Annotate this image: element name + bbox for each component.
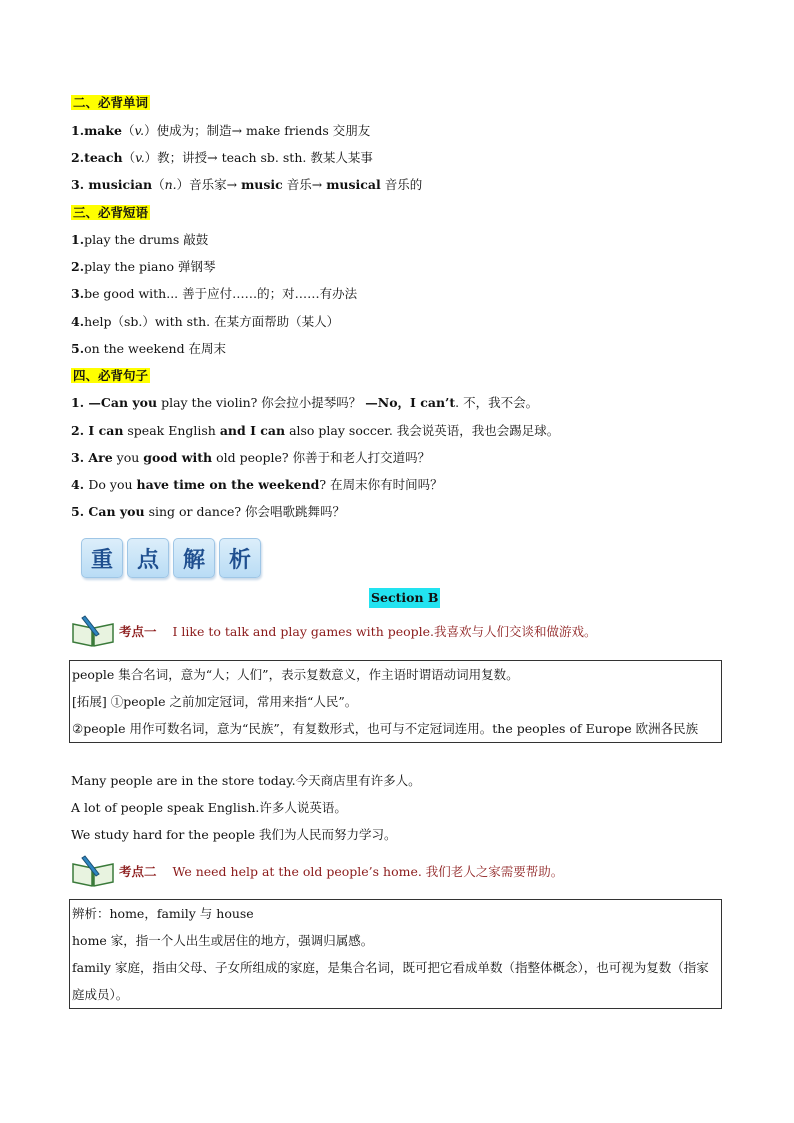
sentence-text: also play soccer. 我会说英语，我也会踢足球。 — [285, 423, 560, 438]
note-line: people 集合名词，意为“人；人们”，表示复数意义，作主语时谓语动词用复数。 — [72, 667, 519, 682]
note-line: family 家庭，指由父母、子女所组成的家庭，是集合名词，既可把它看成单数（指整体概念），也可视为复数（指家庭成员）。 — [72, 960, 709, 1002]
section-heading-sentences — [71, 366, 150, 386]
phrase-text: play the piano 弹钢琴 — [84, 259, 216, 274]
related-word: musical — [326, 177, 381, 192]
phrase-text: be good with... 善于应付……的；对……有办法 — [84, 286, 358, 301]
phrase-item-5 — [71, 339, 226, 359]
word-item-1: 1.make（v.）使成为；制造→ make friends 交朋友 — [71, 123, 371, 138]
key-phrase: Are — [88, 450, 113, 465]
phrase-text: play the drums 敲鼓 — [84, 232, 209, 247]
key-point-1-note-box — [69, 660, 722, 743]
item-number: 3. — [71, 286, 85, 301]
key-point-label: 考点一 — [119, 624, 157, 639]
example-sentence: A lot of people speak English.许多人说英语。 — [71, 800, 347, 815]
part-of-speech: v. — [134, 123, 145, 138]
banner-tile: 点 — [127, 538, 169, 578]
heading-text: 二、必背单词 — [73, 95, 149, 110]
key-phrase: have time on the weekend — [136, 477, 320, 492]
item-number: 1. — [71, 123, 85, 138]
phrase-item-4 — [71, 312, 339, 332]
sentence-text: you — [112, 450, 144, 465]
note-line: [拓展] ①people 之前加定冠词，常用来指“人民”。 — [72, 694, 358, 709]
banner-tile: 析 — [219, 538, 261, 578]
sentence-text: Do you — [88, 477, 137, 492]
item-number: 3. — [71, 450, 89, 465]
item-number: 4. — [71, 477, 89, 492]
word-meaning: ）使成为；制造→ make friends 交朋友 — [144, 123, 371, 138]
book-pen-icon — [71, 614, 115, 648]
key-points-banner — [81, 538, 261, 578]
item-number: 2. — [71, 259, 85, 274]
sentence-text: sing or dance? 你会唱歌跳舞吗？ — [144, 504, 346, 519]
word-meaning: ）音乐家→ — [176, 177, 242, 192]
item-number: 2. — [71, 423, 89, 438]
word-term: teach — [84, 150, 123, 165]
phrase-item-1 — [71, 230, 208, 250]
phrase-text: help（sb.）with sth. 在某方面帮助（某人） — [84, 314, 340, 329]
heading-text: 四、必背句子 — [73, 368, 149, 383]
key-point-sentence: I like to talk and play games with people.我喜欢与人们交谈和做游戏。 — [172, 624, 597, 639]
book-pen-icon — [71, 854, 115, 888]
part-of-speech: n. — [164, 177, 177, 192]
heading-text: 三、必背短语 — [73, 205, 149, 220]
key-point-2-note-box — [69, 899, 722, 1009]
sentence-item-3 — [71, 448, 430, 468]
example-sentence: We study hard for the people 我们为人民而努力学习。 — [71, 827, 397, 842]
item-number: 3. — [71, 177, 89, 192]
word-meaning: 音乐→ — [282, 177, 327, 192]
sentence-item-1 — [71, 393, 538, 413]
sentence-item-5 — [71, 502, 345, 522]
word-item-3: 3. musician（n.）音乐家→ music 音乐→ musical 音乐的 — [71, 177, 423, 192]
sentence-text: play the violin? 你会拉小提琴吗？ — [157, 395, 366, 410]
sentence-text: ? 在周末你有时间吗？ — [319, 477, 443, 492]
item-number: 5. — [71, 341, 85, 356]
item-number: 1. — [71, 395, 89, 410]
related-word: music — [241, 177, 283, 192]
note-line: home 家，指一个人出生或居住的地方，强调归属感。 — [72, 933, 374, 948]
key-phrase: —No，I can’t — [365, 395, 456, 410]
section-b-title: Section B — [369, 588, 440, 608]
phrase-text: on the weekend 在周末 — [84, 341, 227, 356]
key-phrase: I can — [88, 423, 124, 438]
note-line: 辨析：home，family 与 house — [72, 906, 254, 921]
key-phrase: good with — [143, 450, 213, 465]
key-point-1-header — [71, 614, 597, 648]
sentence-item-2 — [71, 421, 559, 441]
item-number: 4. — [71, 314, 85, 329]
phrase-item-3 — [71, 284, 357, 304]
word-item-2: 2.teach（v.）教；讲授→ teach sb. sth. 教某人某事 — [71, 150, 373, 165]
phrase-item-2 — [71, 257, 216, 277]
key-point-sentence: We need help at the old people’s home. 我们老人之家需要帮助。 — [172, 864, 564, 879]
sentence-item-4 — [71, 475, 443, 495]
key-point-label: 考点二 — [119, 864, 157, 879]
part-of-speech: v. — [135, 150, 145, 165]
item-number: 1. — [71, 232, 85, 247]
key-point-2-header — [71, 854, 563, 888]
sentence-text: old people? 你善于和老人打交道吗？ — [212, 450, 431, 465]
banner-tile: 重 — [81, 538, 123, 578]
banner-tile: 解 — [173, 538, 215, 578]
section-heading-phrases — [71, 203, 150, 223]
word-term: musician — [88, 177, 153, 192]
sentence-text: . 不，我不会。 — [455, 395, 539, 410]
word-term: make — [84, 123, 123, 138]
example-sentence: Many people are in the store today.今天商店里有许多人。 — [71, 773, 421, 788]
item-number: 2. — [71, 150, 85, 165]
note-line: ②people 用作可数名词，意为“民族”，有复数形式，也可与不定冠词连用。the peoples of Europe 欧洲各民族 — [72, 721, 699, 736]
sentence-text: speak English — [123, 423, 220, 438]
word-meaning: 音乐的 — [380, 177, 423, 192]
section-heading-words — [71, 93, 150, 113]
word-meaning: ）教；讲授→ teach sb. sth. 教某人某事 — [144, 150, 373, 165]
key-phrase: —Can you — [88, 395, 158, 410]
key-phrase: Can you — [88, 504, 145, 519]
key-phrase: and I can — [219, 423, 286, 438]
item-number: 5. — [71, 504, 89, 519]
